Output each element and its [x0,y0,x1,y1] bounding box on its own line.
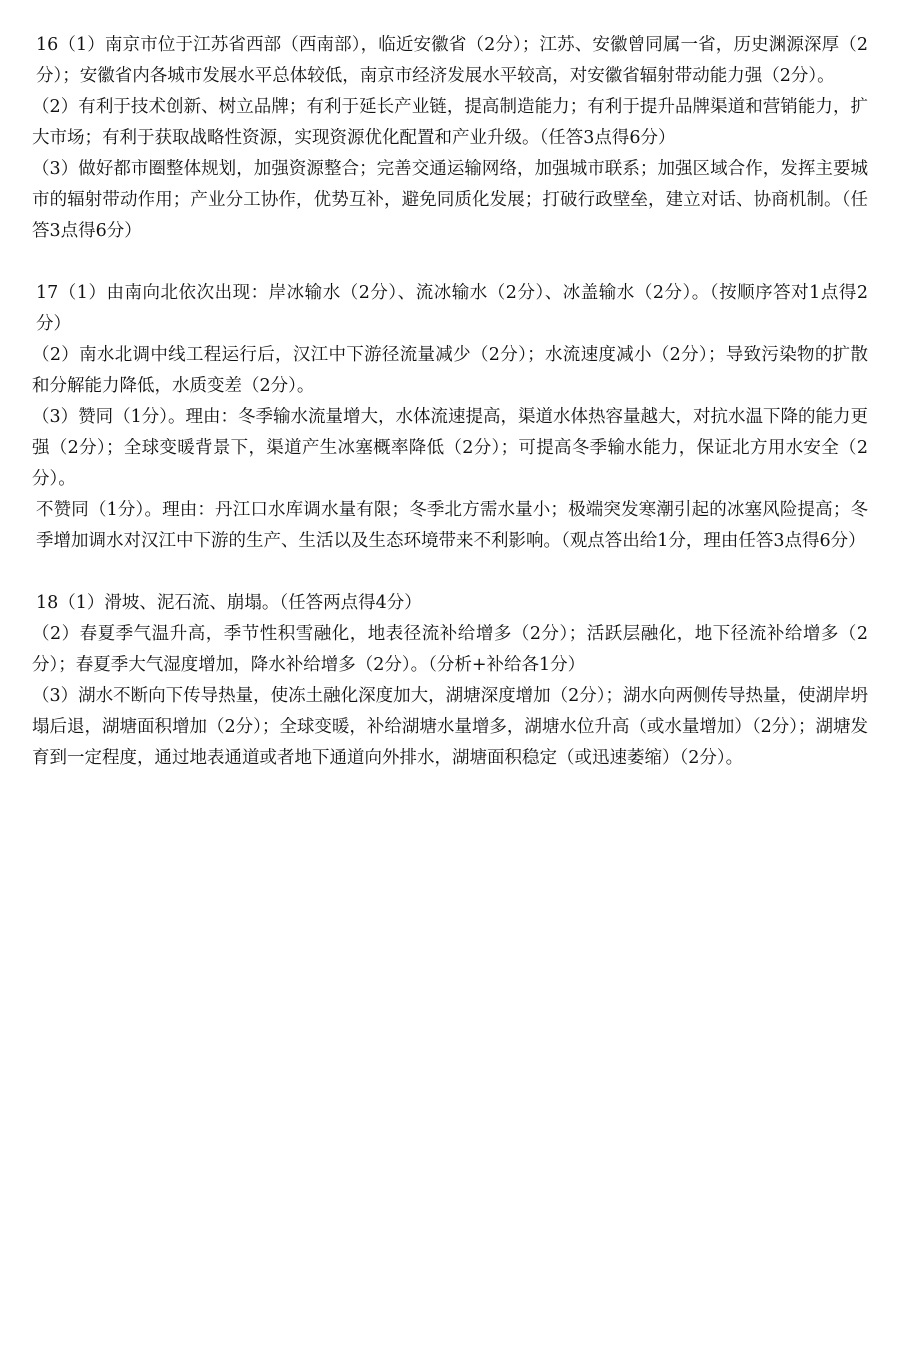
answer-18-part-3: （3）湖水不断向下传导热量，使冻土融化深度加大，湖塘深度增加（2分）；湖水向两侧传导热量，使湖岸坍塌后退，湖塘面积增加（2分）；全球变暖，补给湖塘水量增多，湖塘水位升高（或水量增加）（2分）；湖塘发育到一定程度，通过地表通道或者地下通道向外排水，湖塘面积稳定（或迅速萎缩）（2分）。 [32,686,869,768]
answer-17-part-1: 17（1）由南向北依次出现：岸冰输水（2分）、流冰输水（2分）、冰盖输水（2分）。（按顺序答对1点得2分） [36,283,868,334]
answer-17-part-2: （2）南水北调中线工程运行后，汉江中下游径流量减少（2分）；水流速度减小（2分）；导致污染物的扩散和分解能力降低，水质变差（2分）。 [32,345,868,396]
answer-18-part-2: （2）春夏季气温升高，季节性积雪融化，地表径流补给增多（2分）；活跃层融化，地下径流补给增多（2分）；春夏季大气湿度增加，降水补给增多（2分）。（分析+补给各1分） [32,624,868,675]
answer-16-part-1: 16（1）南京市位于江苏省西部（西南部），临近安徽省（2分）；江苏、安徽曾同属一省，历史渊源深厚（2分）；安徽省内各城市发展水平总体较低，南京市经济发展水平较高，对安徽省辐射带动能力强（2分）。 [36,35,868,86]
answer-18-part-1: 18（1）滑坡、泥石流、崩塌。（任答两点得4分） [36,593,422,613]
answer-16-part-2: （2）有利于技术创新、树立品牌；有利于延长产业链，提高制造能力；有利于提升品牌渠道和营销能力，扩大市场；有利于获取战略性资源，实现资源优化配置和产业升级。（任答3点得6分） [32,97,868,148]
answer-17-part-3-disagree: 不赞同（1分）。理由：丹江口水库调水量有限；冬季北方需水量小；极端突发寒潮引起的冰塞风险提高；冬季增加调水对汉江中下游的生产、生活以及生态环境带来不利影响。（观点答出给1分，理由任答3点得6分） [36,500,868,551]
answer-17-part-3-agree: （3）赞同（1分）。理由：冬季输水流量增大，水体流速提高，渠道水体热容量越大，对抗水温下降的能力更强（2分）；全球变暖背景下，渠道产生冰塞概率降低（2分）；可提高冬季输水能力，保证北方用水安全（2分）。 [32,407,869,489]
question-16 [32,30,868,247]
answer-16-part-3: （3）做好都市圈整体规划，加强资源整合；完善交通运输网络，加强城市联系；加强区域合作，发挥主要城市的辐射带动作用；产业分工协作，优势互补，避免同质化发展；打破行政壁垒，建立对话、协商机制。（任答3点得6分） [32,159,868,241]
question-17 [32,278,869,557]
answer-sheet [32,30,869,805]
question-18 [32,588,869,774]
